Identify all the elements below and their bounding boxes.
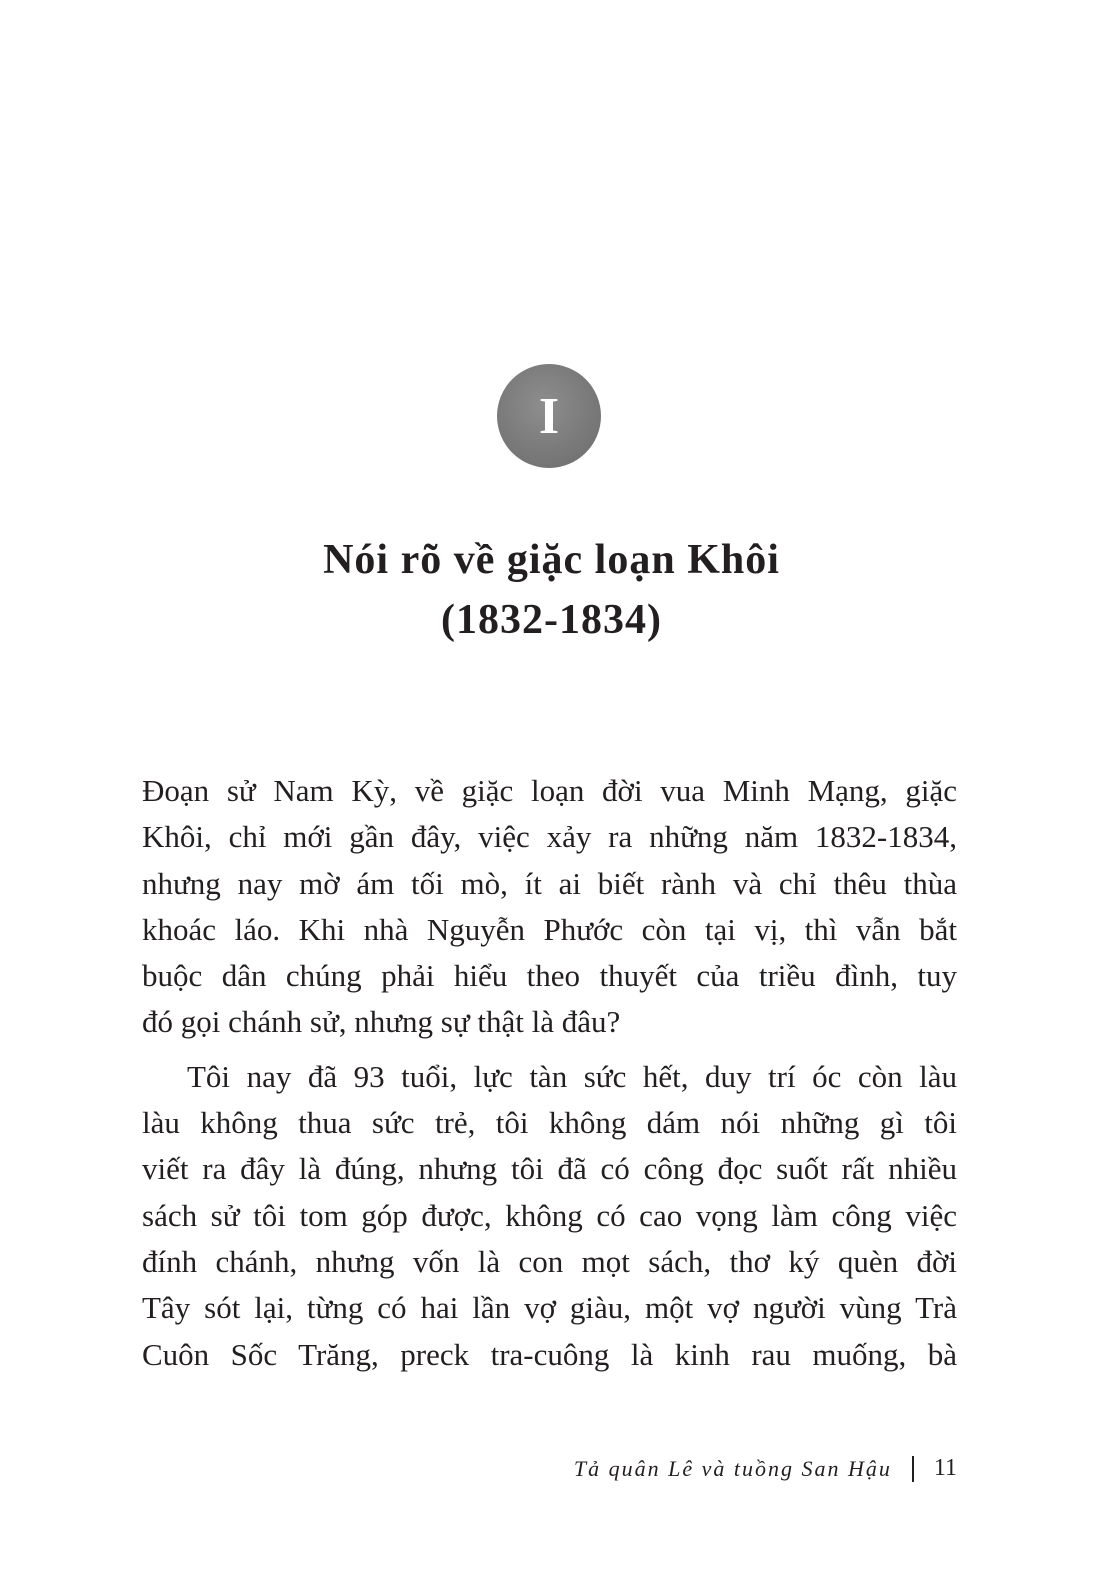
text-line: đính chánh, nhưng vốn là con mọt sách, thơ ký quèn đời: [142, 1243, 957, 1279]
text-line: đó gọi chánh sử, nhưng sự thật là đâu?: [142, 1004, 621, 1040]
paragraph-2: [142, 1054, 957, 1378]
text-line: viết ra đây là đúng, nhưng tôi đã có công đọc suốt rất nhiều: [142, 1151, 957, 1187]
book-title: Tả quân Lê và tuồng San Hậu: [573, 1455, 892, 1481]
chapter-title: [0, 530, 1103, 650]
text-line: Khôi, chỉ mới gần đây, việc xảy ra những năm 1832-1834,: [142, 819, 957, 855]
paragraph-1: [142, 768, 957, 1046]
text-line: buộc dân chúng phải hiểu theo thuyết của triều đình, tuy: [142, 958, 957, 994]
page-number: 11: [933, 1455, 957, 1481]
text-line: làu không thua sức trẻ, tôi không dám nói những gì tôi: [142, 1105, 957, 1141]
running-footer: [574, 1455, 957, 1482]
chapter-numeral: I: [538, 387, 560, 445]
text-line: Tôi nay đã 93 tuổi, lực tàn sức hết, duy trí óc còn làu: [187, 1058, 957, 1094]
text-line: Đoạn sử Nam Kỳ, về giặc loạn đời vua Minh Mạng, giặc: [142, 773, 957, 808]
text-line: nhưng nay mờ ám tối mò, ít ai biết rành và chỉ thêu thùa: [142, 865, 957, 901]
chapter-title-dates: (1832-1834): [441, 597, 662, 643]
text-line: Cuôn Sốc Trăng, preck tra-cuông là kinh rau muống, bà: [142, 1336, 957, 1372]
footer-divider: [912, 1456, 914, 1482]
text-line: Tây sót lại, từng có hai lần vợ giàu, một vợ người vùng Trà: [142, 1290, 957, 1326]
chapter-title-line: Nói rõ về giặc loạn Khôi: [323, 537, 780, 583]
text-line: khoác láo. Khi nhà Nguyễn Phước còn tại vị, thì vẫn bắt: [142, 911, 957, 947]
chapter-number-badge: [497, 364, 601, 468]
text-line: sách sử tôi tom góp được, không có cao vọng làm công việc: [142, 1197, 957, 1233]
body-text: [142, 768, 957, 1378]
